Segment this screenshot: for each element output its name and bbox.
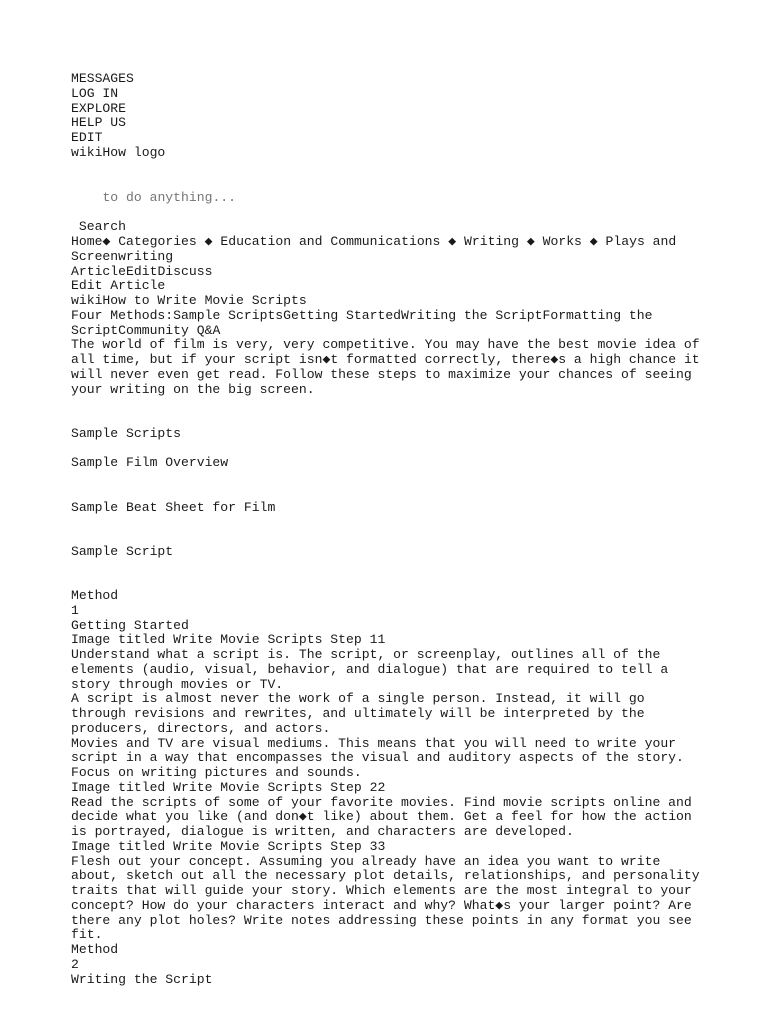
tab-edit[interactable]: Edit (126, 263, 158, 279)
method-title: Getting Started (71, 617, 189, 633)
nav-help-us-link[interactable]: HELP US (71, 115, 127, 131)
nav-messages-link[interactable]: MESSAGES (71, 71, 134, 86)
nav-explore-link[interactable]: EXPLORE (71, 100, 127, 116)
method-number: 1 (71, 602, 79, 618)
breadcrumb-separator: ◆ (589, 234, 598, 250)
breadcrumb-separator: ◆ (102, 234, 111, 250)
breadcrumb (71, 235, 701, 265)
methods-prefix: Four Methods: (71, 307, 174, 323)
tab-discuss[interactable]: Discuss (157, 263, 213, 279)
method-label: Method (71, 942, 119, 958)
breadcrumb-home[interactable]: Home (71, 234, 103, 250)
breadcrumb-categories[interactable]: Categories (118, 234, 197, 250)
step-image: Image titled Write Movie Scripts Step 11 (71, 632, 386, 648)
method-title: Writing the Script (71, 971, 213, 987)
toc-getting-started[interactable]: Getting Started (283, 307, 402, 323)
edit-article-link[interactable]: Edit Article (71, 278, 166, 294)
methods-toc (71, 309, 701, 339)
search-button[interactable]: Search (71, 219, 127, 235)
sample-script-link[interactable]: Sample Script (71, 543, 174, 559)
step-bullet: Movies and TV are visual mediums. This means that you will need to write your script in a way that encompasses the visual and auditory aspects of the story. Focus on writing pictures and sounds. (71, 735, 692, 781)
nav-edit-link[interactable]: EDIT (71, 130, 103, 145)
breadcrumb-separator: ◆ (448, 234, 457, 250)
toc-formatting-the-script[interactable]: Formatting the Script (71, 307, 661, 338)
wikihow-logo[interactable]: wikiHow logo (71, 144, 166, 160)
step-image: Image titled Write Movie Scripts Step 22 (71, 779, 386, 795)
step-image: Image titled Write Movie Scripts Step 33 (71, 838, 386, 854)
step-text: Flesh out your concept. Assuming you already have an idea you want to write about, sketch out all the necessary plot details, relationships, and personality traits that will guide your story. Which elements are the most integral to your concept? How do your characters interact and why? What◆s your larger point? Are there any plot holes? Write notes addressing these points in any format you see fit. (71, 853, 708, 943)
step-bullet: A script is almost never the work of a single person. Instead, it will go through revisions and rewrites, and ultimately will be interpreted by the producers, directors, and actors. (71, 691, 653, 736)
nav-login-link[interactable]: LOG IN (71, 85, 119, 101)
breadcrumb-separator: ◆ (204, 234, 213, 250)
step-text: Read the scripts of some of your favorite movies. Find movie scripts online and decide what you like (and don◆t like) about them. Get a feel for how the action is portrayed, dialogue is written, and characters are developed. (71, 794, 700, 840)
toc-sample-scripts[interactable]: Sample Scripts (173, 307, 284, 323)
tab-article[interactable]: Article (71, 263, 127, 279)
sample-film-overview-link[interactable]: Sample Film Overview (71, 455, 229, 471)
method-label: Method (71, 588, 119, 604)
method-number: 2 (71, 956, 79, 972)
breadcrumb-education[interactable]: Education and Communications (220, 234, 441, 250)
toc-community-qa[interactable]: Community Q&A (118, 322, 221, 338)
intro-paragraph: The world of film is very, very competitive. You may have the best movie idea of all time, but if your script isn◆t formatted correctly, there◆s a high chance it will never even get read. Follow these steps to maximize your chances of seeing your writing on the big screen. (71, 337, 708, 397)
sample-scripts-heading: Sample Scripts (71, 425, 182, 441)
search-form (71, 175, 701, 220)
step-text: Understand what a script is. The script, or screenplay, outlines all of the elements (audio, visual, behavior, and dialogue) that are required to tell a story through movies or TV. (71, 647, 677, 692)
page-title: wikiHow to Write Movie Scripts (71, 293, 307, 309)
breadcrumb-works[interactable]: Works (542, 234, 582, 250)
breadcrumb-plays[interactable]: Plays and Screenwriting (71, 234, 685, 264)
breadcrumb-separator: ◆ (526, 234, 535, 250)
article-tabs (71, 265, 701, 280)
sample-beat-sheet-link[interactable]: Sample Beat Sheet for Film (71, 499, 276, 515)
search-input[interactable] (102, 190, 402, 205)
breadcrumb-writing[interactable]: Writing (464, 234, 520, 250)
toc-writing-the-script[interactable]: Writing the Script (401, 307, 543, 323)
